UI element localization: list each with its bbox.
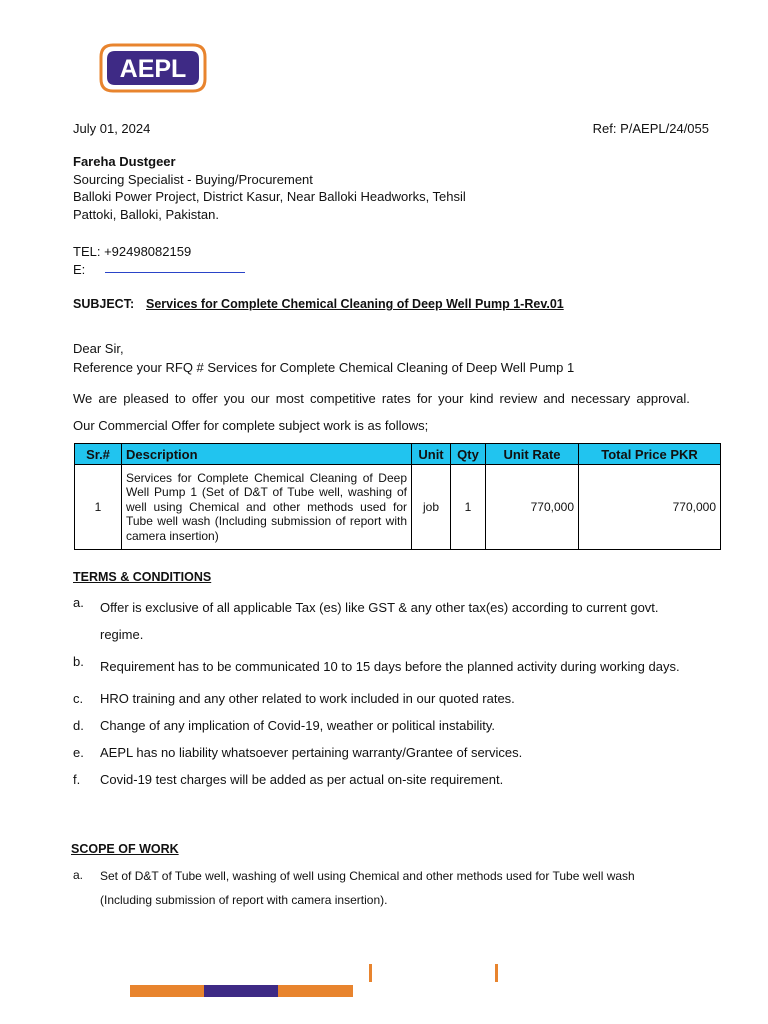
list-item: [73, 594, 733, 648]
aepl-logo: [99, 43, 207, 93]
cell-sr: 1: [75, 465, 122, 550]
list-item: [73, 653, 733, 680]
terms-list: [73, 595, 733, 798]
cell-total: 770,000: [579, 465, 721, 550]
cell-qty: 1: [451, 465, 486, 550]
terms-heading: TERMS & CONDITIONS: [73, 570, 212, 584]
item-text: HRO training and any other related to work included in our quoted rates.: [100, 691, 515, 706]
table-header-row: [75, 444, 721, 465]
subject-text: Services for Complete Chemical Cleaning of Deep Well Pump 1-Rev.01: [146, 297, 564, 311]
header-unit: Unit: [412, 444, 451, 465]
item-letter: b.: [73, 654, 84, 669]
item-text: Requirement has to be communicated 10 to 15 days before the planned activity during working days.: [100, 659, 680, 674]
recipient-block: [73, 153, 466, 223]
list-item: [73, 744, 733, 761]
footer-divider: [369, 964, 372, 982]
header-sr: Sr.#: [75, 444, 122, 465]
item-letter: e.: [73, 745, 84, 760]
contact-block: [73, 243, 245, 279]
offer-paragraph: We are pleased to offer you our most competitive rates for your kind review and necessary approval.: [73, 391, 690, 406]
telephone: TEL: +92498082159: [73, 244, 192, 259]
table-row: [75, 465, 721, 550]
rfq-reference: Reference your RFQ # Services for Complete Chemical Cleaning of Deep Well Pump 1: [73, 359, 575, 375]
item-letter: a.: [73, 595, 84, 610]
reference-number: Ref: P/AEPL/24/055: [592, 121, 709, 136]
item-text: Set of D&T of Tube well, washing of well using Chemical and other methods used for Tube well wash (Including submission of report with camera insertion).: [100, 869, 635, 907]
list-item: [73, 771, 733, 788]
header-qty: Qty: [451, 444, 486, 465]
item-text: Offer is exclusive of all applicable Tax (es) like GST & any other tax(es) according to current govt. regime.: [100, 600, 659, 642]
cell-unit-rate: 770,000: [486, 465, 579, 550]
header-description: Description: [122, 444, 412, 465]
salutation: Dear Sir,: [73, 341, 124, 356]
offer-table: [74, 443, 721, 550]
email-label: E:: [73, 262, 86, 277]
item-text: Covid-19 test charges will be added as per actual on-site requirement.: [100, 772, 504, 787]
address-line-1: Balloki Power Project, District Kasur, Near Balloki Headworks, Tehsil: [73, 189, 466, 204]
recipient-name: Fareha Dustgeer: [73, 154, 176, 169]
footer-bar-orange: [278, 985, 353, 997]
header-unit-rate: Unit Rate: [486, 444, 579, 465]
item-text: AEPL has no liability whatsoever pertaining warranty/Grantee of services.: [100, 745, 523, 760]
footer-bar-orange: [130, 985, 204, 997]
list-item: [73, 690, 733, 707]
item-text: Change of any implication of Covid-19, weather or political instability.: [100, 718, 496, 733]
footer-bar-purple: [204, 985, 278, 997]
cell-unit: job: [412, 465, 451, 550]
address-line-2: Pattoki, Balloki, Pakistan.: [73, 206, 219, 222]
subject-label: SUBJECT:: [73, 297, 135, 311]
cell-description: Services for Complete Chemical Cleaning of Deep Well Pump 1 (Set of D&T of Tube well, washing of well using Chemical and other methods used for Tube well wash (Including submission of report with camera insertion): [122, 465, 412, 550]
item-letter: c.: [73, 691, 84, 706]
scope-list: [73, 868, 733, 912]
commercial-offer-intro: Our Commercial Offer for complete subject work is as follows;: [73, 418, 429, 433]
header-total-price: Total Price PKR: [579, 444, 721, 465]
letter-opening: [73, 340, 574, 377]
item-letter: f.: [73, 772, 81, 787]
subject-line: [73, 296, 564, 313]
recipient-title: Sourcing Specialist - Buying/Procurement: [73, 171, 313, 187]
item-letter: a.: [73, 868, 84, 882]
footer-divider: [495, 964, 498, 982]
letter-date: July 01, 2024: [73, 121, 151, 136]
email-link[interactable]: [105, 261, 245, 273]
svg-text:AEPL: AEPL: [119, 55, 187, 83]
scope-heading: SCOPE OF WORK: [71, 842, 179, 856]
list-item: [73, 717, 733, 734]
item-letter: d.: [73, 718, 84, 733]
